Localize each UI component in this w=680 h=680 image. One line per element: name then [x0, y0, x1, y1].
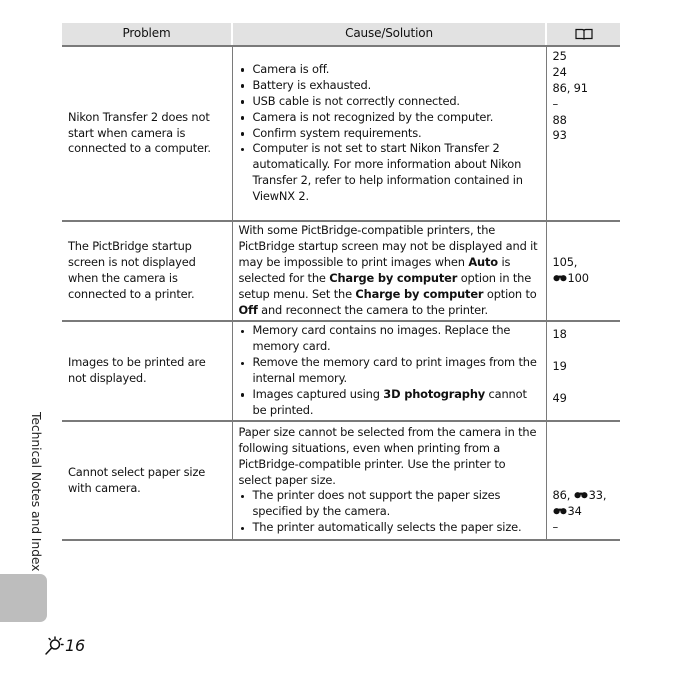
cause-text: option to: [486, 286, 537, 301]
section-ref-icon: [553, 506, 567, 516]
cause-cell: [232, 221, 546, 321]
cause-cell: [232, 421, 546, 540]
list-item: The printer automatically selects the paper size.: [239, 520, 542, 536]
troubleshooting-table: [62, 23, 620, 541]
table-row: [62, 421, 620, 540]
problem-cell: Images to be printed are not displayed.: [62, 321, 232, 421]
cause-cell: [232, 46, 546, 221]
cause-cell: [232, 321, 546, 421]
page-ref: 88: [552, 112, 567, 127]
cause-text: Paper size cannot be selected from the camera in the following situations, even when printing from a PictBridge-compatible printer. Use the printer to select paper size.: [238, 424, 537, 487]
page-ref: 33,: [588, 488, 607, 503]
page-ref: 86,: [552, 488, 571, 503]
page-ref: 18: [552, 327, 567, 341]
page-ref: –: [552, 520, 559, 535]
page-number: [44, 634, 85, 658]
problem-cell: The PictBridge startup screen is not displayed when the camera is connected to a printer.: [62, 221, 232, 321]
page-ref: 93: [552, 128, 567, 143]
section-page-ref: [553, 504, 619, 520]
cause-text: cannot be printed.: [252, 386, 527, 417]
menu-option-charge-by-computer: Charge by computer: [329, 271, 458, 285]
table-row: [62, 221, 620, 321]
section-ref-icon: [574, 490, 588, 500]
problem-cell: Cannot select paper size with camera.: [62, 421, 232, 540]
reference-cell: [546, 421, 620, 540]
page-ref: 49: [552, 390, 567, 405]
book-icon: [575, 28, 593, 40]
menu-option-off: Off: [238, 302, 258, 317]
reference-cell: [546, 46, 620, 221]
page-ref: 24: [552, 64, 567, 79]
sidebar-tab: [0, 574, 47, 622]
page-ref: 100: [567, 271, 589, 285]
page-ref: 86, 91: [552, 80, 588, 95]
header-reference: [546, 23, 620, 46]
cause-text: Images captured using: [252, 386, 380, 401]
list-item: Camera is off.: [239, 62, 542, 78]
list-item: USB cable is not correctly connected.: [239, 94, 542, 110]
section-page-ref: [553, 271, 619, 287]
cause-list: [239, 62, 542, 205]
list-item: Memory card contains no images. Replace the memory card.: [239, 323, 542, 355]
cause-text: option in the setup menu. Set the: [238, 271, 532, 301]
cause-text: is selected for the: [238, 255, 511, 285]
list-item: Battery is exhausted.: [239, 78, 542, 94]
list-item: [239, 387, 542, 419]
list-item: Confirm system requirements.: [239, 126, 542, 142]
reference-cell: [546, 321, 620, 421]
section-ref-icon: [553, 273, 567, 283]
page-ref: 25: [552, 49, 567, 63]
cause-text: With some PictBridge-compatible printers, the PictBridge startup screen may not be displayed and it may be impossible to print images when: [238, 223, 538, 270]
menu-option-auto: Auto: [468, 255, 498, 270]
reference-cell: [546, 221, 620, 321]
page-ref: –: [552, 96, 559, 111]
list-item: Computer is not set to start Nikon Transfer 2 automatically. For more information about Nikon Transfer 2, refer to help information contained in ViewNX 2.: [239, 141, 542, 205]
page-ref: 19: [552, 358, 567, 373]
table-row: [62, 46, 620, 221]
page-ref-group: [553, 488, 619, 504]
cause-list: [239, 488, 542, 536]
list-item: The printer does not support the paper sizes specified by the camera.: [239, 488, 542, 520]
header-problem: Problem: [62, 23, 232, 46]
page-ref: 34: [567, 504, 582, 519]
problem-cell: Nikon Transfer 2 does not start when camera is connected to a computer.: [62, 46, 232, 221]
troubleshooting-icon: [44, 636, 64, 656]
page-ref: 105,: [552, 255, 578, 270]
table-header-row: [62, 23, 620, 46]
header-cause-solution: Cause/Solution: [232, 23, 546, 46]
page-number-text: 16: [65, 636, 86, 656]
list-item: Remove the memory card to print images from the internal memory.: [239, 355, 542, 387]
list-item: Camera is not recognized by the computer.: [239, 110, 542, 126]
table-row: [62, 321, 620, 421]
menu-option-3d-photography: 3D photography: [383, 386, 486, 401]
cause-text: and reconnect the camera to the printer.: [261, 302, 489, 317]
sidebar-section-label: Technical Notes and Index: [29, 412, 44, 572]
menu-option-charge-by-computer: Charge by computer: [355, 286, 484, 301]
cause-list: [239, 323, 542, 418]
